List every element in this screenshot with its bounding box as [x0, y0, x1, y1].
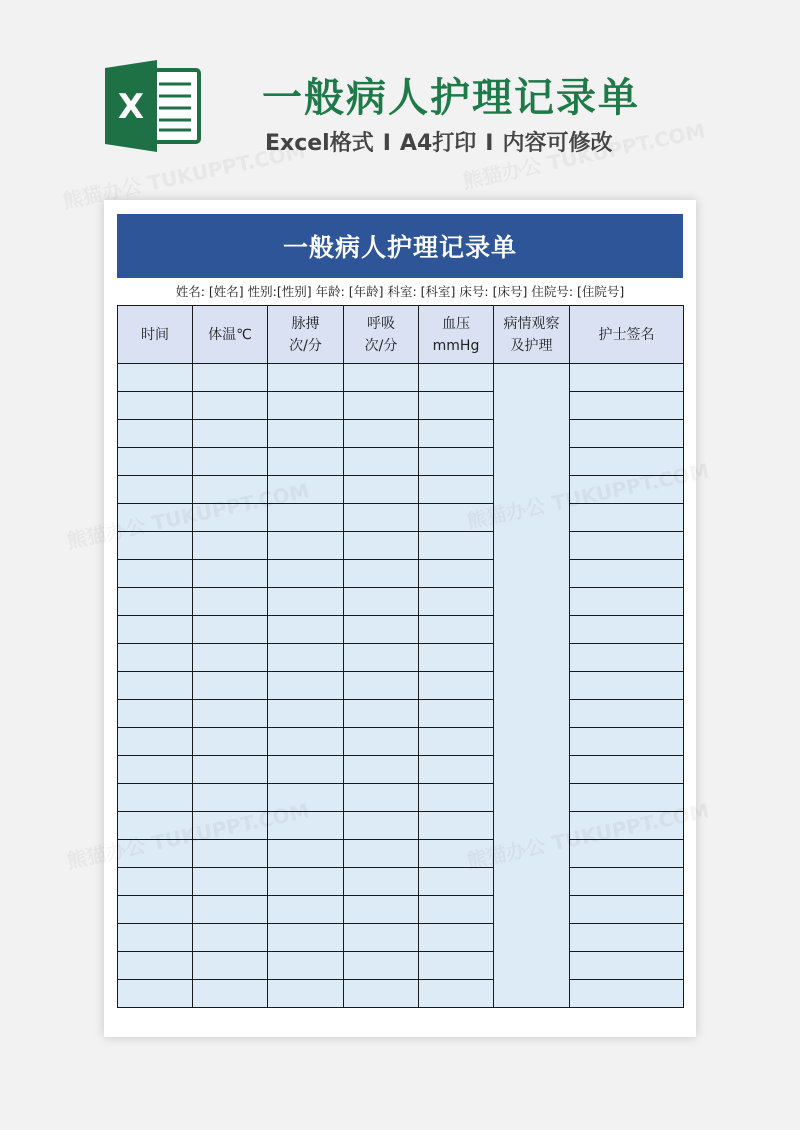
- table-cell[interactable]: [118, 784, 193, 812]
- table-cell[interactable]: [570, 952, 684, 980]
- table-cell[interactable]: [118, 896, 193, 924]
- table-cell[interactable]: [344, 728, 419, 756]
- col-header-nurse-signature: 护士签名: [570, 306, 684, 364]
- table-cell[interactable]: [193, 756, 268, 784]
- sheet-title: 一般病人护理记录单: [117, 214, 683, 278]
- table-row: [118, 980, 684, 1008]
- table-cell[interactable]: [419, 896, 494, 924]
- table-cell[interactable]: [344, 420, 419, 448]
- table-cell[interactable]: [268, 504, 344, 532]
- table-cell[interactable]: [419, 812, 494, 840]
- table-cell[interactable]: [268, 700, 344, 728]
- table-cell[interactable]: [344, 392, 419, 420]
- table-cell[interactable]: [268, 644, 344, 672]
- table-cell[interactable]: [419, 476, 494, 504]
- table-cell[interactable]: [570, 448, 684, 476]
- table-cell[interactable]: [419, 728, 494, 756]
- table-cell[interactable]: [570, 728, 684, 756]
- table-cell[interactable]: [344, 476, 419, 504]
- table-cell[interactable]: [118, 812, 193, 840]
- table-cell[interactable]: [118, 840, 193, 868]
- table-cell[interactable]: [344, 952, 419, 980]
- table-cell[interactable]: [570, 868, 684, 896]
- table-cell[interactable]: [268, 420, 344, 448]
- patient-info-line: 姓名: [姓名] 性别:[性别] 年龄: [年龄] 科室: [科室] 床号: [床号] 住院号: [住院号]: [175, 284, 625, 299]
- table-cell[interactable]: [344, 588, 419, 616]
- table-cell[interactable]: [193, 588, 268, 616]
- table-cell[interactable]: [344, 812, 419, 840]
- table-cell[interactable]: [268, 448, 344, 476]
- table-row: [118, 700, 684, 728]
- table-cell[interactable]: [268, 672, 344, 700]
- subtitle-print: A4打印: [399, 131, 477, 156]
- table-cell[interactable]: [419, 420, 494, 448]
- table-cell[interactable]: [570, 644, 684, 672]
- table-cell[interactable]: [570, 420, 684, 448]
- table-cell[interactable]: [193, 560, 268, 588]
- table-cell[interactable]: [344, 560, 419, 588]
- table-cell[interactable]: [193, 532, 268, 560]
- table-row: [118, 364, 684, 392]
- table-cell[interactable]: [193, 672, 268, 700]
- table-cell[interactable]: [268, 980, 344, 1008]
- subtitle-editable: 内容可修改: [502, 131, 613, 156]
- table-row: [118, 952, 684, 980]
- table-row: [118, 616, 684, 644]
- table-row: [118, 756, 684, 784]
- table-cell[interactable]: [268, 728, 344, 756]
- table-cell[interactable]: [193, 924, 268, 952]
- table-cell[interactable]: [118, 980, 193, 1008]
- table-cell[interactable]: [419, 700, 494, 728]
- table-cell[interactable]: [419, 588, 494, 616]
- table-cell[interactable]: [193, 476, 268, 504]
- observation-merged-cell[interactable]: [494, 364, 570, 1008]
- table-cell[interactable]: [118, 364, 193, 392]
- table-row: [118, 504, 684, 532]
- table-cell[interactable]: [118, 476, 193, 504]
- table-cell[interactable]: [419, 784, 494, 812]
- table-cell[interactable]: [118, 868, 193, 896]
- table-cell[interactable]: [344, 896, 419, 924]
- table-cell[interactable]: [118, 588, 193, 616]
- banner-title: 一般病人护理记录单: [262, 75, 640, 121]
- table-cell[interactable]: [193, 728, 268, 756]
- table-cell[interactable]: [570, 672, 684, 700]
- table-cell[interactable]: [268, 588, 344, 616]
- table-cell[interactable]: [419, 952, 494, 980]
- table-cell[interactable]: [344, 756, 419, 784]
- table-cell[interactable]: [419, 840, 494, 868]
- table-row: [118, 896, 684, 924]
- table-cell[interactable]: [419, 532, 494, 560]
- table-cell[interactable]: [193, 840, 268, 868]
- table-cell[interactable]: [118, 420, 193, 448]
- table-cell[interactable]: [118, 448, 193, 476]
- table-cell[interactable]: [268, 840, 344, 868]
- subtitle-separator: I: [382, 131, 391, 156]
- table-header-row: [118, 306, 684, 364]
- table-cell[interactable]: [268, 392, 344, 420]
- table-cell[interactable]: [419, 644, 494, 672]
- subtitle-format: Excel格式: [265, 131, 374, 156]
- table-cell[interactable]: [268, 364, 344, 392]
- table-cell[interactable]: [193, 504, 268, 532]
- table-row: [118, 812, 684, 840]
- table-cell[interactable]: [419, 924, 494, 952]
- table-row: [118, 392, 684, 420]
- table-cell[interactable]: [268, 896, 344, 924]
- table-cell[interactable]: [118, 504, 193, 532]
- table-cell[interactable]: [193, 812, 268, 840]
- table-cell[interactable]: [118, 616, 193, 644]
- table-cell[interactable]: [344, 504, 419, 532]
- table-cell[interactable]: [268, 756, 344, 784]
- table-row: [118, 560, 684, 588]
- table-row: [118, 420, 684, 448]
- table-cell[interactable]: [268, 476, 344, 504]
- table-row: [118, 924, 684, 952]
- table-cell[interactable]: [344, 840, 419, 868]
- table-cell[interactable]: [419, 672, 494, 700]
- table-cell[interactable]: [419, 980, 494, 1008]
- table-cell[interactable]: [118, 756, 193, 784]
- table-row: [118, 448, 684, 476]
- table-cell[interactable]: [344, 616, 419, 644]
- table-cell[interactable]: [268, 952, 344, 980]
- col-header-pulse: 脉搏 次/分: [268, 306, 344, 364]
- table-cell[interactable]: [193, 392, 268, 420]
- col-header-time: 时间: [118, 306, 193, 364]
- table-cell[interactable]: [419, 868, 494, 896]
- table-cell[interactable]: [570, 896, 684, 924]
- table-row: [118, 784, 684, 812]
- table-cell[interactable]: [570, 560, 684, 588]
- table-cell[interactable]: [570, 980, 684, 1008]
- table-cell[interactable]: [419, 756, 494, 784]
- table-cell[interactable]: [118, 728, 193, 756]
- table-cell[interactable]: [268, 924, 344, 952]
- table-cell[interactable]: [344, 644, 419, 672]
- col-header-respiration: 呼吸 次/分: [344, 306, 419, 364]
- table-cell[interactable]: [344, 980, 419, 1008]
- col-header-temperature: 体温℃: [193, 306, 268, 364]
- table-cell[interactable]: [118, 560, 193, 588]
- table-row: [118, 672, 684, 700]
- table-cell[interactable]: [118, 392, 193, 420]
- table-cell[interactable]: [419, 560, 494, 588]
- subtitle-separator: I: [485, 131, 494, 156]
- table-cell[interactable]: [118, 672, 193, 700]
- table-cell[interactable]: [268, 812, 344, 840]
- table-cell[interactable]: [570, 784, 684, 812]
- table-cell[interactable]: [118, 700, 193, 728]
- table-cell[interactable]: [344, 868, 419, 896]
- col-header-blood-pressure: 血压 mmHg: [419, 306, 494, 364]
- table-cell[interactable]: [268, 784, 344, 812]
- table-cell[interactable]: [193, 644, 268, 672]
- table-cell[interactable]: [570, 700, 684, 728]
- table-cell[interactable]: [570, 532, 684, 560]
- table-cell[interactable]: [344, 924, 419, 952]
- table-cell[interactable]: [193, 616, 268, 644]
- table-cell[interactable]: [193, 980, 268, 1008]
- table-cell[interactable]: [570, 616, 684, 644]
- table-cell[interactable]: [193, 952, 268, 980]
- table-row: [118, 588, 684, 616]
- nursing-record-table: [117, 305, 684, 1008]
- table-cell[interactable]: [570, 476, 684, 504]
- banner: [0, 0, 800, 200]
- table-cell[interactable]: [419, 392, 494, 420]
- table-cell[interactable]: [570, 392, 684, 420]
- table-cell[interactable]: [268, 532, 344, 560]
- table-cell[interactable]: [193, 868, 268, 896]
- table-cell[interactable]: [419, 616, 494, 644]
- table-cell[interactable]: [344, 364, 419, 392]
- excel-icon: [103, 60, 203, 152]
- table-cell[interactable]: [570, 812, 684, 840]
- table-row: [118, 840, 684, 868]
- table-cell[interactable]: [344, 532, 419, 560]
- table-row: [118, 476, 684, 504]
- table-cell[interactable]: [570, 840, 684, 868]
- table-cell[interactable]: [118, 952, 193, 980]
- table-cell[interactable]: [118, 644, 193, 672]
- table-cell[interactable]: [570, 588, 684, 616]
- table-cell[interactable]: [193, 700, 268, 728]
- table-cell[interactable]: [570, 756, 684, 784]
- table-cell[interactable]: [268, 560, 344, 588]
- col-header-observation: 病情观察 及护理: [494, 306, 570, 364]
- table-cell[interactable]: [268, 868, 344, 896]
- table-row: [118, 868, 684, 896]
- table-cell[interactable]: [193, 784, 268, 812]
- table-cell[interactable]: [570, 924, 684, 952]
- table-cell[interactable]: [570, 364, 684, 392]
- sheet-paper: [104, 200, 696, 1037]
- table-cell[interactable]: [118, 924, 193, 952]
- table-cell[interactable]: [193, 420, 268, 448]
- table-cell[interactable]: [268, 616, 344, 644]
- table-cell[interactable]: [570, 504, 684, 532]
- table-row: [118, 728, 684, 756]
- table-cell[interactable]: [344, 700, 419, 728]
- table-row: [118, 532, 684, 560]
- table-cell[interactable]: [419, 364, 494, 392]
- table-cell[interactable]: [193, 364, 268, 392]
- table-cell[interactable]: [344, 672, 419, 700]
- table-cell[interactable]: [193, 896, 268, 924]
- excel-icon-letter: X: [117, 87, 145, 127]
- table-row: [118, 644, 684, 672]
- table-cell[interactable]: [193, 448, 268, 476]
- table-cell[interactable]: [419, 504, 494, 532]
- banner-subtitle: [265, 126, 612, 157]
- table-cell[interactable]: [344, 784, 419, 812]
- table-cell[interactable]: [419, 448, 494, 476]
- table-cell[interactable]: [118, 532, 193, 560]
- table-cell[interactable]: [344, 448, 419, 476]
